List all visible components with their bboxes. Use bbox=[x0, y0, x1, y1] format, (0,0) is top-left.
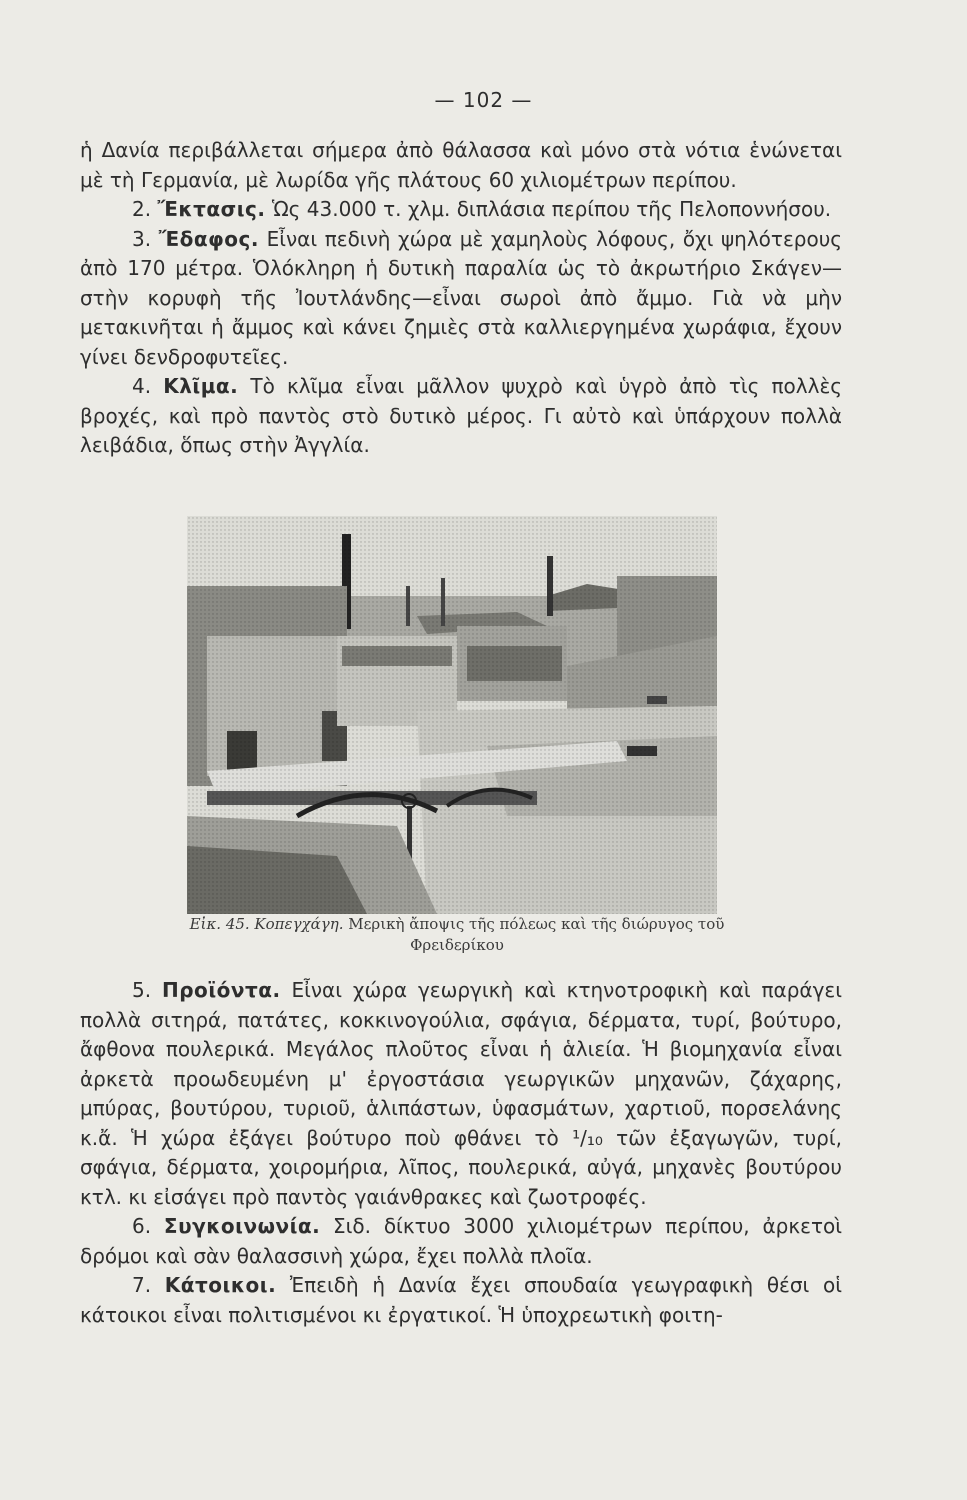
section-number: 2. bbox=[132, 197, 152, 221]
section-number: 4. bbox=[132, 374, 152, 398]
section-terrain bbox=[80, 225, 842, 373]
section-heading: Κάτοικοι. bbox=[164, 1273, 277, 1297]
section-inhabitants bbox=[80, 1271, 842, 1330]
section-extent bbox=[80, 195, 842, 225]
page-number: — 102 — bbox=[434, 88, 533, 112]
section-climate bbox=[80, 372, 842, 461]
section-number: 6. bbox=[132, 1214, 152, 1238]
photo-illustration bbox=[187, 516, 717, 914]
section-number: 3. bbox=[132, 226, 152, 251]
section-products bbox=[80, 976, 842, 1212]
section-heading: Ἔκτασις. bbox=[157, 197, 266, 221]
section-text: Ἐπειδὴ ἡ Δανία ἔχει σπουδαία γεωγραφικὴ θέσι οἱ κάτοικοι εἶναι πολιτισμένοι κι ἐργατικοί. Ἡ ὑποχρεωτικὴ φοιτη- bbox=[80, 1273, 843, 1327]
section-text: Εἶναι χώρα γεωργικὴ καὶ κτηνοτροφικὴ καὶ παράγει πολλὰ σιτηρά, πατάτες, κοκκινογούλια, σφάγια, δέρματα, τυρί, βούτυρο, ἄφθονα πουλερικά. Μεγάλος πλοῦτος εἶναι ἡ ἁλιεία. Ἡ βιομηχανία εἶναι ἀρκετὰ προωδευμένη μ' ἐργοστάσια γεωργικῶν μηχανῶν, ζάχαρης, μπύρας, βουτύρου, τυριοῦ, ἁλιπάστων, ὑφασμάτων, χαρτιοῦ, πορσελάνης κ.ἄ. Ἡ χώρα ἐξάγει βούτυρο ποὺ φθάνει τὸ ¹/₁₀ τῶν ἐξαγωγῶν, τυρί, σφάγια, δέρματα, χοιρομήρια, λῖπος, πουλερικά, αὐγά, μηχανὲς βουτύρου κτλ. κι εἰσάγει πρὸ παντὸς γαιάνθρακες καὶ ζωοτροφές. bbox=[80, 978, 843, 1209]
figure-caption-text: Μερικὴ ἄποψις τῆς πόλεως καὶ τῆς διώρυγος τοῦ Φρειδερίκου bbox=[348, 915, 725, 954]
text-block-top bbox=[80, 136, 842, 461]
section-heading: Συγκοινωνία. bbox=[163, 1214, 321, 1238]
section-heading: Προϊόντα. bbox=[162, 978, 281, 1002]
figure-caption bbox=[187, 914, 727, 956]
section-text: Εἶναι πεδινὴ χώρα μὲ χαμηλοὺς λόφους, ὄχι ψηλότερους ἀπὸ 170 μέτρα. Ὁλόκληρη ἡ δυτικὴ παραλία ὡς τὸ ἀκρωτήριο Σκάγεν—στὴν κορυφὴ τῆς Ἰουτλάνδης—εἶναι σωροὶ ἀπὸ ἄμμο. Γιὰ νὰ μὴν μετακινῆται ἡ ἄμμος καὶ κάνει ζημιὲς στὰ καλλιεργημένα χωράφια, ἔχουν γίνει δενδροφυτεῖες. bbox=[80, 226, 843, 369]
text-block-bottom bbox=[80, 976, 842, 1330]
section-heading: Ἔδαφος. bbox=[158, 226, 259, 251]
section-text: Ὡς 43.000 τ. χλμ. διπλάσια περίπου τῆς Πελοποννήσου. bbox=[271, 197, 832, 221]
section-text: Σιδ. δίκτυο 3000 χιλιομέτρων περίπου, ἀρκετοὶ δρόμοι καὶ σὰν θαλασσινὴ χώρα, ἔχει πολλὰ πλοῖα. bbox=[80, 1214, 842, 1268]
section-communications bbox=[80, 1212, 842, 1271]
section-number: 5. bbox=[132, 978, 152, 1002]
section-number: 7. bbox=[132, 1273, 152, 1297]
section-heading: Κλῖμα. bbox=[163, 374, 239, 398]
figure-label: Εἰκ. 45. Κοπεγχάγη. bbox=[189, 915, 344, 933]
section-text: Τὸ κλῖμα εἶναι μᾶλλον ψυχρὸ καὶ ὑγρὸ ἀπὸ τὶς πολλὲς βροχές, καὶ πρὸ παντὸς στὸ δυτικὸ μέρος. Γι αὐτὸ καὶ ὑπάρχουν πολλὰ λειβάδια, ὅπως στὴν Ἀγγλία. bbox=[80, 374, 843, 457]
copenhagen-photo bbox=[187, 516, 717, 914]
intro-paragraph: ἡ Δανία περιβάλλεται σήμερα ἀπὸ θάλασσα καὶ μόνο στὰ νότια ἑνώνεται μὲ τὴ Γερμανία, μὲ λωρίδα γῆς πλάτους 60 χιλιομέτρων περίπου. bbox=[80, 138, 842, 192]
